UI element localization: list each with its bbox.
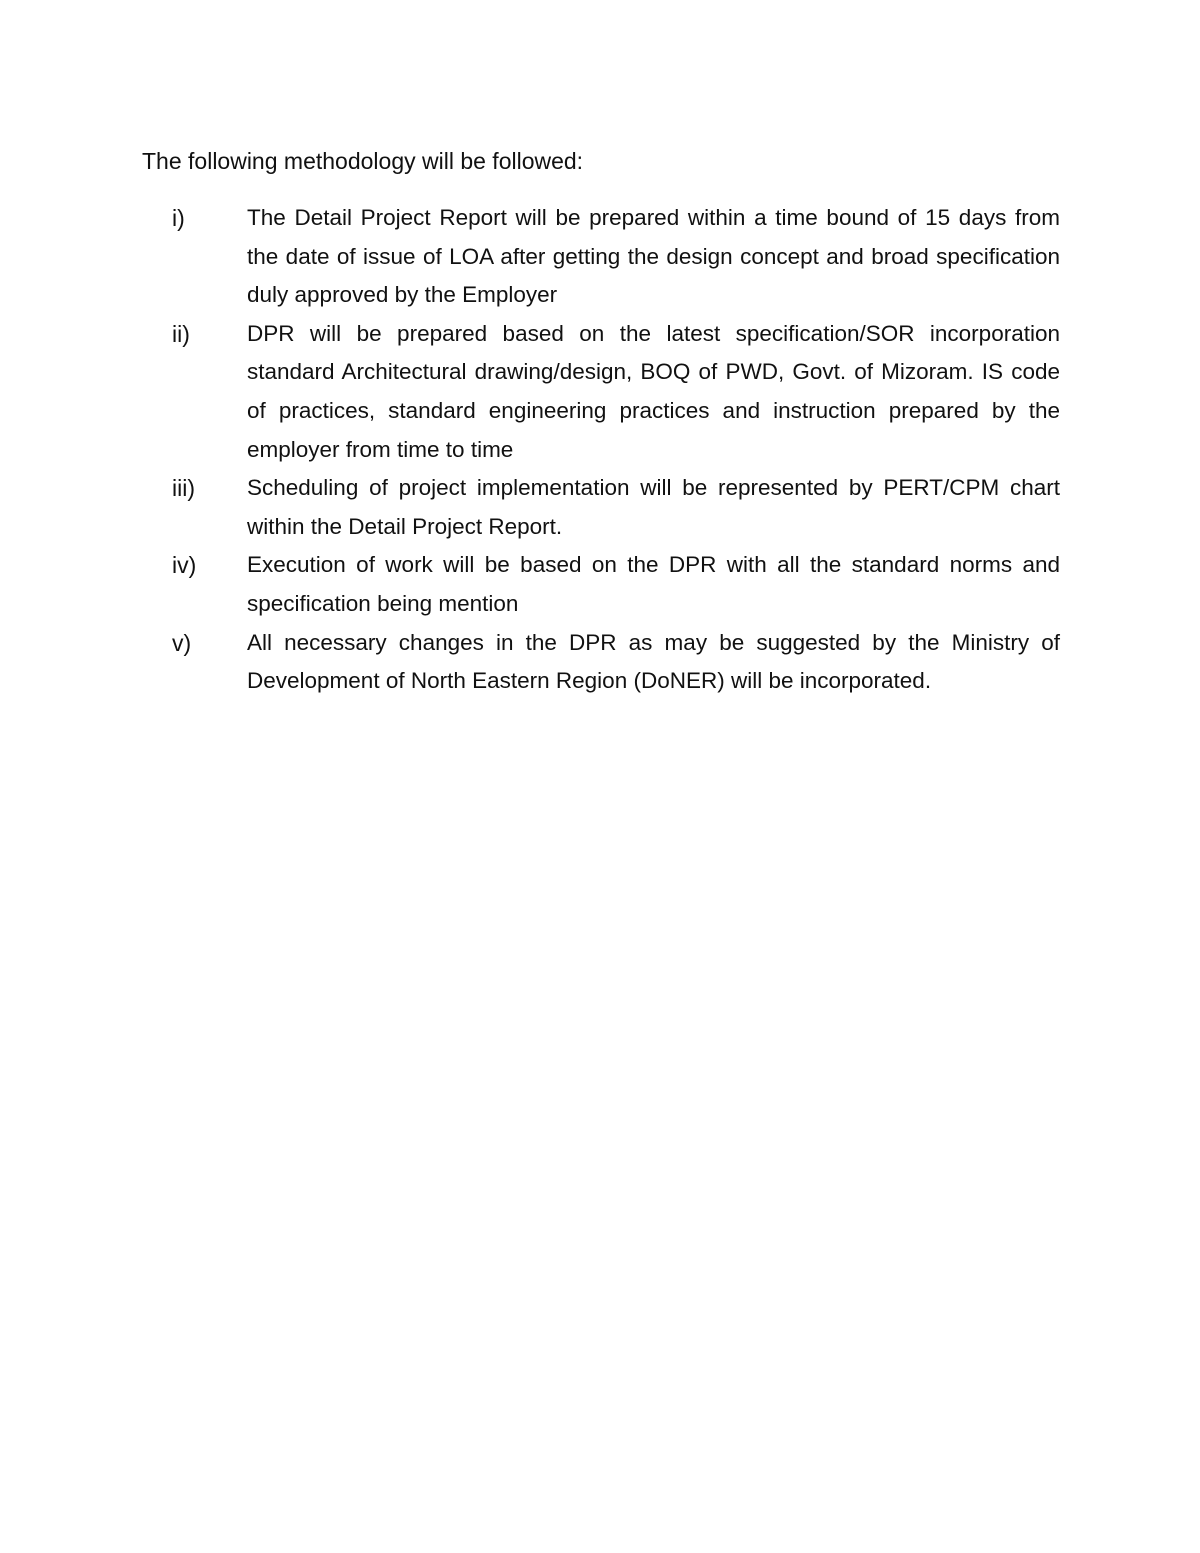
list-item-text: Execution of work will be based on the DPR with all the standard norms and specification being mention bbox=[247, 552, 1060, 616]
list-item bbox=[142, 315, 1060, 469]
list-item-text: DPR will be prepared based on the latest specification/SOR incorporation standard Architectural drawing/design, BOQ of PWD, Govt. of Mizoram. IS code of practices, standard engineering practices and instruction prepared by the employer from time to time bbox=[247, 320, 1060, 462]
methodology-list bbox=[142, 199, 1060, 701]
intro-text: The following methodology will be followed: bbox=[142, 148, 584, 174]
list-item-numeral: i) bbox=[172, 205, 185, 231]
list-item-numeral: iii) bbox=[172, 475, 195, 502]
list-item bbox=[142, 469, 1060, 546]
list-item-text: The Detail Project Report will be prepared within a time bound of 15 days from the date of issue of LOA after getting the design concept and broad specification duly approved by the Employer bbox=[247, 205, 1060, 308]
list-item-text: All necessary changes in the DPR as may be suggested by the Ministry of Development of North Eastern Region (DoNER) will be incorporated. bbox=[247, 629, 1060, 694]
list-item-numeral: ii) bbox=[172, 320, 190, 347]
list-item bbox=[142, 624, 1060, 701]
list-item-text: Scheduling of project implementation will be represented by PERT/CPM chart within the Detail Project Report. bbox=[247, 475, 1060, 539]
list-item bbox=[142, 199, 1060, 315]
list-item-numeral: v) bbox=[172, 629, 192, 656]
list-item bbox=[142, 546, 1060, 623]
list-item-numeral: iv) bbox=[172, 552, 197, 579]
